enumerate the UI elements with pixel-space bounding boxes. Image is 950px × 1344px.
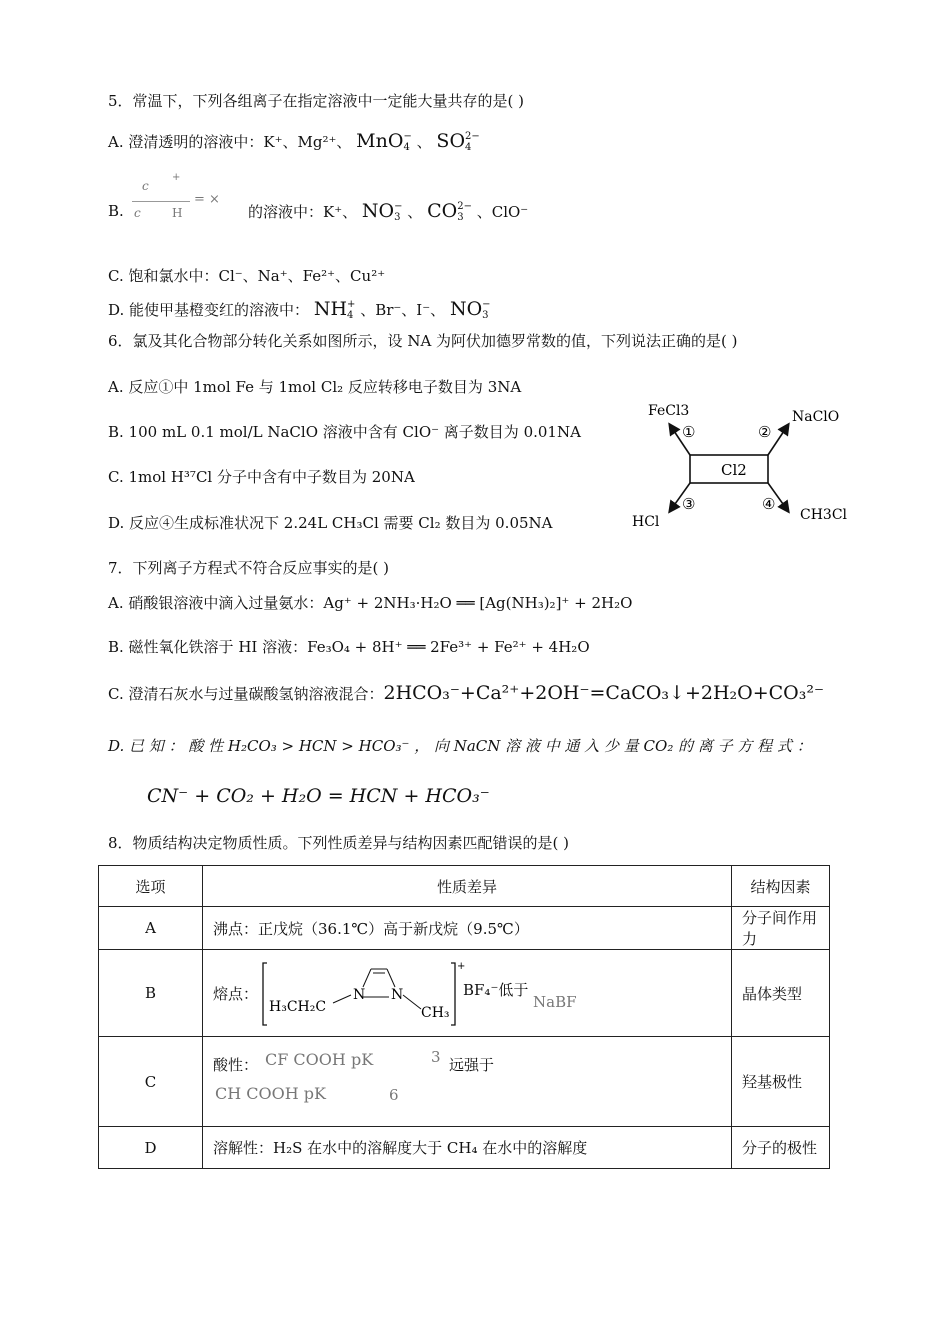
ch3cl-label: CH3Cl [800, 507, 848, 523]
naclo-label: NaClO [792, 409, 840, 425]
num-1: ① [682, 423, 696, 441]
num-4: ④ [762, 495, 776, 513]
q5-b-text: 的溶液中：K⁺、 [248, 203, 358, 221]
table-row: D 溶解性：H₂S 在水中的溶解度大于 CH₄ 在水中的溶解度 分子的极性 [99, 1127, 830, 1169]
chlorine-conversion-diagram [620, 395, 860, 535]
q6-option-c: C. 1mol H³⁷Cl 分子中含有中子数目为 20NA [108, 468, 415, 486]
q6-option-a: A. 反应①中 1mol Fe 与 1mol Cl₂ 反应转移电子数目为 3NA [108, 378, 522, 396]
fecl3-label: FeCl3 [648, 403, 690, 419]
q5-b-label: B. [108, 202, 124, 220]
q7-option-d: D. 已 知 ： 酸 性 H₂CO₃ > HCN > HCO₃⁻ ， 向 NaCN 溶 液 中 通 入 少 量 CO₂ 的 离 子 方 程 式 ： [108, 737, 812, 755]
q5-d-no3: NO − 3 [449, 298, 491, 321]
q7-option-b: B. 磁性氧化铁溶于 HI 溶液：Fe₃O₄ + 8H⁺ ══ 2Fe³⁺ + Fe²⁺ + 4H₂O [108, 638, 590, 656]
q5-option-d: D. 能使甲基橙变红的溶液中： NH + 4 、Br⁻、I⁻、 NO − 3 [108, 298, 491, 321]
q5-a-label: A. 澄清透明的溶液中：K⁺、Mg²⁺、 [108, 133, 352, 151]
table-row: B 熔点： H₃CH₂C N N CH₃ + BF₄⁻低于 NaBF 晶体类型 [99, 950, 830, 1037]
svg-text:H₃CH₂C: H₃CH₂C [269, 999, 327, 1015]
row-c-property: 酸性： CF COOH pK 3 远强于 CH COOH pK 6 [203, 1037, 732, 1127]
num-3: ③ [682, 495, 696, 513]
q6-option-b: B. 100 mL 0.1 mol/L NaClO 溶液中含有 ClO⁻ 离子数目为 0.01NA [108, 423, 581, 441]
q5-b-fraction: c + c H = × [134, 172, 220, 220]
header-property: 性质差异 [203, 866, 732, 907]
q6-option-d: D. 反应④生成标准状况下 2.24L CH₃Cl 需要 Cl₂ 数目为 0.05NA [108, 514, 553, 532]
q7-c-equation: 2HCO₃⁻+Ca²⁺+2OH⁻=CaCO₃↓+2H₂O+CO₃²⁻ [383, 682, 825, 704]
svg-text:+: + [457, 961, 466, 972]
header-factor: 结构因素 [732, 866, 830, 907]
q5-d-nh4: NH + 4 [313, 298, 356, 321]
table-row: C 酸性： CF COOH pK 3 远强于 CH COOH pK 6 羟基极性 [99, 1037, 830, 1127]
num-2: ② [758, 423, 772, 441]
svg-text:CH₃: CH₃ [421, 1005, 450, 1021]
q8-stem: 8．物质结构决定物质性质。下列性质差异与结构因素匹配错误的是( ) [108, 834, 570, 852]
q5-option-a: A. 澄清透明的溶液中：K⁺、Mg²⁺、 MnO − 4 、 SO 2− 4 [108, 130, 480, 153]
q7-stem: 7．下列离子方程式不符合反应事实的是( ) [108, 559, 390, 577]
q5-option-b: 的溶液中：K⁺、 NO − 3 、 CO 2− 3 、ClO⁻ [248, 200, 529, 223]
q6-stem: 6．氯及其化合物部分转化关系如图所示，设 NA 为阿伏加德罗常数的值，下列说法正确的是( ) [108, 332, 738, 350]
hcl-label: HCl [632, 514, 660, 530]
header-option: 选项 [99, 866, 203, 907]
cl2-label: Cl2 [721, 461, 747, 479]
q7-option-c: C. 澄清石灰水与过量碳酸氢钠溶液混合：2HCO₃⁻+Ca²⁺+2OH⁻=CaCO₃↓+2H₂O+CO₃²⁻ [108, 682, 825, 704]
table-row: A 沸点：正戊烷（36.1℃）高于新戊烷（9.5℃） 分子间作用力 [99, 907, 830, 950]
q7-option-a: A. 硝酸银溶液中滴入过量氨水：Ag⁺ + 2NH₃·H₂O ══ [Ag(NH₃)₂]⁺ + 2H₂O [108, 594, 633, 612]
q5-a-mno4: MnO − 4 [356, 130, 412, 153]
q5-a-so4: SO 2− 4 [436, 130, 480, 153]
q5-stem: 5．常温下，下列各组离子在指定溶液中一定能大量共存的是( ) [108, 92, 525, 110]
imidazolium-structure [261, 959, 466, 1029]
q7-d-equation: CN⁻ + CO₂ + H₂O = HCN + HCO₃⁻ [147, 785, 490, 807]
q5-b-clo: 、ClO⁻ [476, 203, 529, 221]
q5-b-co3: CO 2− 3 [427, 200, 472, 223]
q8-table [98, 865, 830, 1169]
q5-b-no3: NO − 3 [361, 200, 403, 223]
svg-text:N: N [391, 987, 404, 1003]
table-header-row [99, 866, 830, 907]
row-b-property: 熔点： H₃CH₂C N N CH₃ + BF₄⁻低于 NaBF [203, 950, 732, 1037]
svg-text:N: N [353, 987, 366, 1003]
q5-option-c: C. 饱和氯水中：Cl⁻、Na⁺、Fe²⁺、Cu²⁺ [108, 267, 386, 285]
